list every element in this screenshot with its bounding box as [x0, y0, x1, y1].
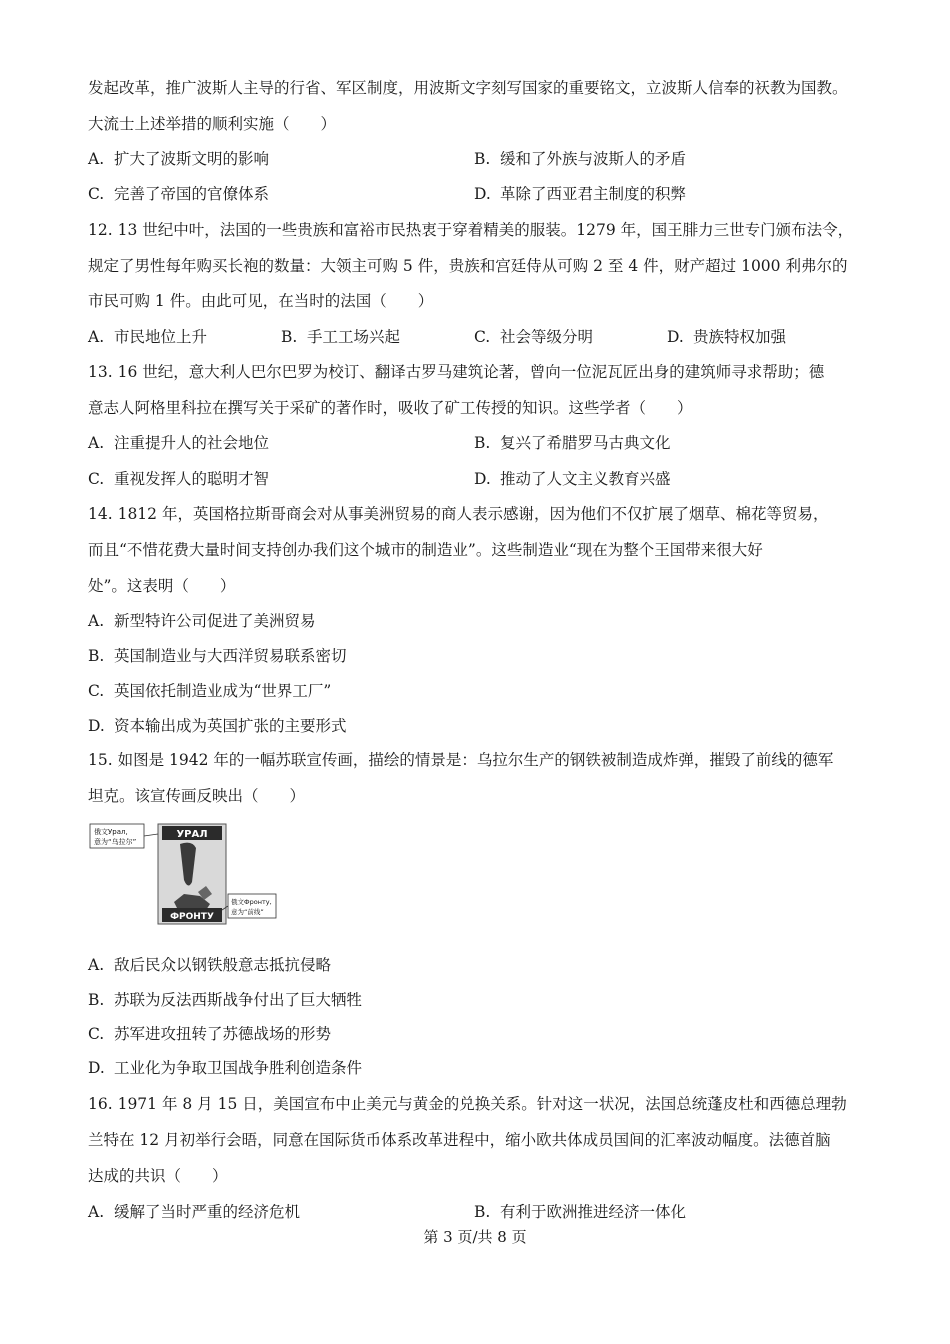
q12-option-b: B. 手工工场兴起 — [281, 328, 401, 346]
q16-text-line: 达成的共识（ ） — [88, 1167, 228, 1185]
q13-option-a: A. 注重提升人的社会地位 — [88, 434, 270, 452]
poster-note2-line1: 俄文Фронту, — [231, 898, 272, 906]
q14-option-a: A. 新型特许公司促进了美洲贸易 — [88, 612, 316, 630]
q14-text-line: 而且“不惜花费大量时间支持创办我们这个城市的制造业”。这些制造业“现在为整个王国带来很大好 — [88, 541, 763, 559]
q14-text-line: 14. 1812 年，英国格拉斯哥商会对从事美洲贸易的商人表示感谢，因为他们不仅扩展了烟草、棉花等贸易， — [88, 505, 829, 523]
q14-option-b: B. 英国制造业与大西洋贸易联系密切 — [88, 647, 347, 665]
page-footer: 第 3 页/共 8 页 — [423, 1228, 527, 1246]
poster-bottom-word: ФРОНТУ — [170, 912, 214, 922]
q13-option-c: C. 重视发挥人的聪明才智 — [88, 470, 270, 488]
q11-option-d: D. 革除了西亚君主制度的积弊 — [474, 185, 687, 203]
poster-top-word: УРАЛ — [176, 829, 208, 840]
poster-note1-line2: 意为“乌拉尔” — [94, 838, 137, 846]
q13-text-line: 意志人阿格里科拉在撰写关于采矿的著作时，吸收了矿工传授的知识。这些学者（ ） — [88, 399, 693, 417]
q12-option-d: D. 贵族特权加强 — [667, 328, 787, 346]
q16-option-a: A. 缓解了当时严重的经济危机 — [88, 1203, 301, 1221]
q15-text-line: 15. 如图是 1942 年的一幅苏联宣传画，描绘的情景是：乌拉尔生产的钢铁被制造成炸弹，摧毁了前线的德军 — [88, 751, 834, 769]
q14-text-line: 处”。这表明（ ） — [88, 577, 236, 595]
q15-option-c: C. 苏军进攻扭转了苏德战场的形势 — [88, 1025, 332, 1043]
q14-option-c: C. 英国依托制造业成为“世界工厂” — [88, 682, 332, 700]
q11-option-a: A. 扩大了波斯文明的影响 — [88, 150, 270, 168]
q11-text-line: 大流士上述举措的顺利实施（ ） — [88, 115, 337, 133]
q12-option-a: A. 市民地位上升 — [88, 328, 208, 346]
q11-option-c: C. 完善了帝国的官僚体系 — [88, 185, 270, 203]
q12-text-line: 规定了男性每年购买长袍的数量：大领主可购 5 件，贵族和宫廷侍从可购 2 至 4 件，财产超过 1000 利弗尔的 — [88, 257, 848, 275]
q15-option-b: B. 苏联为反法西斯战争付出了巨大牺牲 — [88, 991, 363, 1009]
q12-option-c: C. 社会等级分明 — [474, 328, 594, 346]
soviet-poster-image — [88, 822, 278, 930]
q13-option-d: D. 推动了人文主义教育兴盛 — [474, 470, 671, 488]
q16-option-b: B. 有利于欧洲推进经济一体化 — [474, 1203, 687, 1221]
q16-text-line: 16. 1971 年 8 月 15 日，美国宣布中止美元与黄金的兑换关系。针对这一状况，法国总统蓬皮杜和西德总理勃 — [88, 1095, 847, 1113]
poster-note1-line1: 俄文Урал, — [94, 828, 128, 836]
q14-option-d: D. 资本输出成为英国扩张的主要形式 — [88, 717, 347, 735]
poster-note2-line2: 意为“前线” — [231, 908, 264, 916]
q11-option-b: B. 缓和了外族与波斯人的矛盾 — [474, 150, 687, 168]
q15-option-d: D. 工业化为争取卫国战争胜利创造条件 — [88, 1059, 363, 1077]
q16-text-line: 兰特在 12 月初举行会晤，同意在国际货币体系改革进程中，缩小欧共体成员国间的汇率波动幅度。法德首脑 — [88, 1131, 831, 1149]
q15-text-line: 坦克。该宣传画反映出（ ） — [88, 787, 306, 805]
q11-text-line: 发起改革，推广波斯人主导的行省、军区制度，用波斯文字刻写国家的重要铭文，立波斯人信奉的祆教为国教。 — [88, 79, 848, 97]
q12-text-line: 市民可购 1 件。由此可见，在当时的法国（ ） — [88, 292, 434, 310]
q13-text-line: 13. 16 世纪，意大利人巴尔巴罗为校订、翻译古罗马建筑论著，曾向一位泥瓦匠出身的建筑师寻求帮助；德 — [88, 363, 825, 381]
q13-option-b: B. 复兴了希腊罗马古典文化 — [474, 434, 671, 452]
q15-option-a: A. 敌后民众以钢铁般意志抵抗侵略 — [88, 956, 332, 974]
q12-text-line: 12. 13 世纪中叶，法国的一些贵族和富裕市民热衷于穿着精美的服装。1279 年，国王腓力三世专门颁布法令， — [88, 221, 854, 239]
